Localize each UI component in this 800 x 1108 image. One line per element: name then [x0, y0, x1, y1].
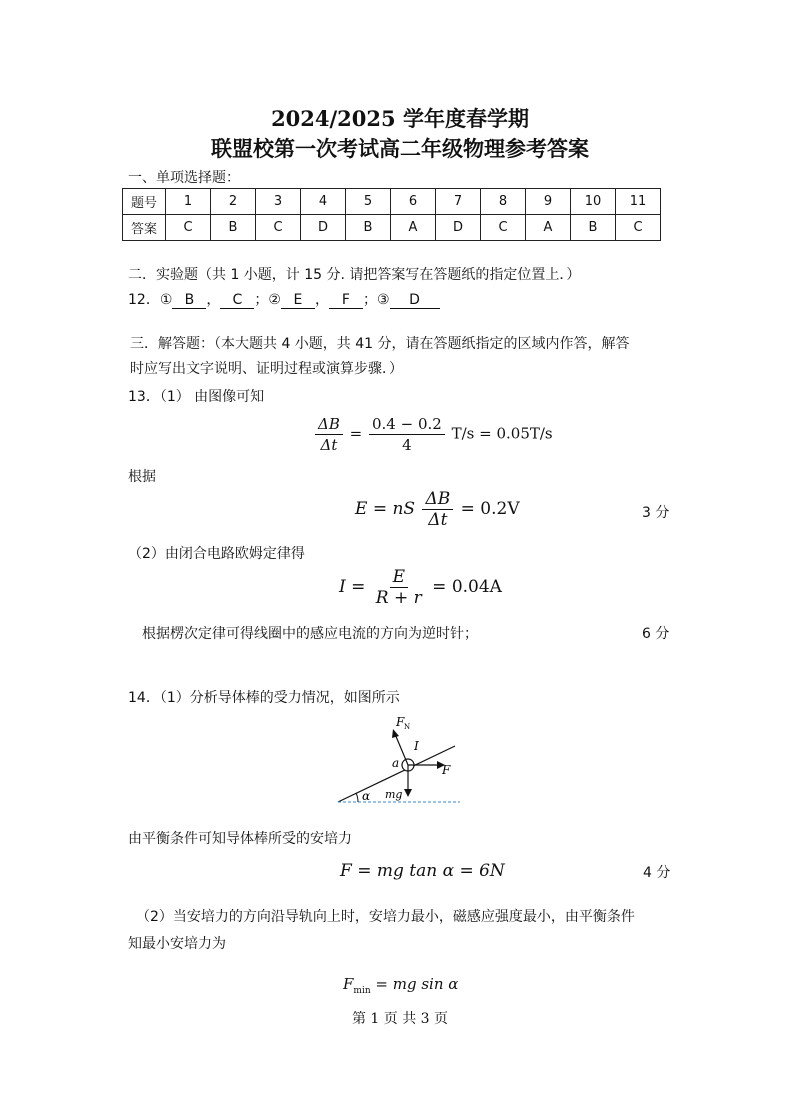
- page-title-line2: 联盟校第一次考试高二年级物理参考答案: [211, 136, 589, 161]
- ampere-force-label: F: [442, 763, 451, 777]
- q13-part1-label: 13．（1） 由图像可知: [128, 389, 265, 405]
- equation-lhs: I =: [339, 577, 366, 597]
- point-label: a: [392, 756, 400, 770]
- fraction: [315, 414, 343, 455]
- table-cell: B: [571, 215, 616, 241]
- answer-blank: E: [281, 292, 315, 309]
- score-label: 4 分: [643, 865, 671, 881]
- equation-lhs: F: [343, 975, 354, 993]
- q14-part2-line1: （2）当安培力的方向沿导轨向上时，安培力最小，磁感应强度最小，由平衡条件: [136, 909, 635, 925]
- equation-result: T/s = 0.05T/s: [451, 424, 553, 443]
- table-cell: 3: [256, 189, 301, 215]
- table-cell: 10: [571, 189, 616, 215]
- q14-balance-statement: 由平衡条件可知导体棒所受的安培力: [128, 831, 352, 847]
- equation-result: = 0.2V: [460, 499, 520, 519]
- q14-part1-label: 14．（1）分析导体棒的受力情况，如图所示: [128, 690, 400, 706]
- table-cell: B: [346, 215, 391, 241]
- score-label: 6 分: [642, 626, 670, 642]
- table-cell: 5: [346, 189, 391, 215]
- answer-blank: F: [329, 292, 363, 309]
- table-header-answer: 答案: [123, 215, 166, 241]
- table-cell: C: [481, 215, 526, 241]
- answer-blank: B: [172, 292, 206, 309]
- fraction-denominator: Δt: [428, 510, 448, 530]
- according-label: 根据: [128, 469, 156, 485]
- fraction: [369, 414, 445, 455]
- section1-heading: 一、单项选择题：: [128, 170, 240, 186]
- lenz-law-statement: 根据楞次定律可得线圈中的感应电流的方向为逆时针；: [142, 626, 478, 642]
- page-footer: 第 1 页 共 3 页: [351, 1011, 449, 1027]
- table-cell: 1: [166, 189, 211, 215]
- separator: ，: [206, 292, 221, 308]
- equation-result: = 0.04A: [432, 577, 502, 597]
- table-cell: C: [616, 215, 661, 241]
- normal-force-label: F: [396, 715, 405, 729]
- table-cell: C: [256, 215, 301, 241]
- table-cell: 2: [211, 189, 256, 215]
- table-cell: B: [211, 215, 256, 241]
- separator: ；: [254, 292, 269, 308]
- force-diagram: [330, 712, 470, 807]
- q12-answer-line: [128, 289, 440, 309]
- answer-table: [122, 188, 661, 241]
- table-cell: A: [526, 215, 571, 241]
- equation-emf: [355, 489, 520, 530]
- circled-mark-3: ③: [376, 292, 390, 308]
- table-cell: 4: [301, 189, 346, 215]
- answer-blank: C: [220, 292, 254, 309]
- arrowhead: [404, 789, 412, 797]
- q12-label: 12．: [128, 292, 160, 308]
- equation-ampere-force: F = mg tan α = 6N: [340, 861, 505, 881]
- table-cell: 7: [436, 189, 481, 215]
- q13-part2-label: （2）由闭合电路欧姆定律得: [128, 546, 305, 562]
- answer-table-answer-row: [123, 215, 661, 241]
- section2-heading: 二．实验题（共 1 小题，计 15 分. 请把答案写在答题纸的指定位置上．）: [128, 267, 581, 283]
- fraction-numerator: ΔB: [315, 414, 343, 435]
- equation-current: [339, 567, 502, 608]
- separator: ；: [362, 292, 377, 308]
- fraction-denominator: 4: [402, 436, 412, 454]
- equation-lhs: E = nS: [355, 499, 416, 519]
- normal-force-subscript: N: [404, 723, 411, 731]
- section3-heading-line2: 时应写出文字说明、证明过程或演算步骤．）: [130, 361, 403, 377]
- table-cell: 11: [616, 189, 661, 215]
- subscript: min: [353, 986, 371, 996]
- arrowhead: [392, 729, 399, 738]
- gravity-label: mg: [385, 788, 403, 801]
- fraction-denominator: Δt: [320, 436, 338, 454]
- equation-rate-of-change: [313, 414, 553, 455]
- table-cell: D: [436, 215, 481, 241]
- equation-result: = mg sin α: [370, 975, 459, 993]
- fraction: [422, 489, 453, 530]
- page-title-line1: 2024/2025 学年度春学期: [271, 106, 529, 131]
- table-cell: 8: [481, 189, 526, 215]
- fraction-numerator: ΔB: [422, 489, 453, 510]
- score-label: 3 分: [642, 505, 670, 521]
- table-cell: C: [166, 215, 211, 241]
- current-label: I: [414, 739, 419, 753]
- table-cell: 9: [526, 189, 571, 215]
- section3-heading-line1: 三．解答题：（本大题共 4 小题，共 41 分，请在答题纸指定的区域内作答，解答: [130, 336, 630, 352]
- fraction-numerator: 0.4 − 0.2: [369, 414, 445, 435]
- angle-label: α: [362, 789, 371, 803]
- fraction-numerator: E: [390, 567, 408, 588]
- angle-arc: [356, 793, 358, 802]
- table-cell: A: [391, 215, 436, 241]
- equals-sign: =: [349, 424, 363, 443]
- table-header-number: 题号: [123, 189, 166, 215]
- equation-min-force: [343, 975, 458, 996]
- fraction: [373, 567, 425, 608]
- table-cell: 6: [391, 189, 436, 215]
- answer-table-number-row: [123, 189, 661, 215]
- q14-part2-line2: 知最小安培力为: [128, 936, 226, 952]
- fraction-denominator: R + r: [375, 588, 422, 608]
- separator: ，: [314, 292, 329, 308]
- circled-mark-1: ①: [159, 292, 173, 308]
- circled-mark-2: ②: [268, 292, 281, 308]
- table-cell: D: [301, 215, 346, 241]
- answer-blank: D: [390, 292, 440, 309]
